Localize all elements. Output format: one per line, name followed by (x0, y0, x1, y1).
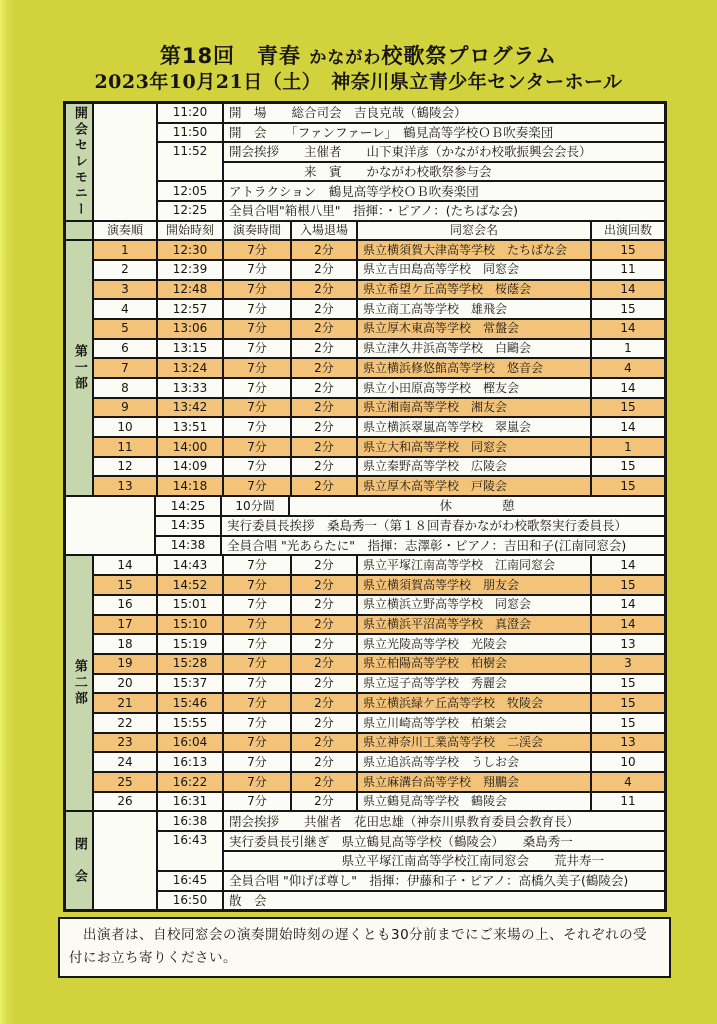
time-cell: 14:25 (156, 497, 220, 515)
duration-cell: 7分 (224, 399, 290, 417)
closing-row-content: 閉会挨拶 共催者 花田忠雄（神奈川県教育委員会教育長） (224, 812, 664, 830)
appearances-cell: 14 (592, 320, 664, 338)
duration-cell: 7分 (224, 596, 290, 614)
start-time-cell: 15:55 (158, 714, 222, 732)
order-cell: 16 (94, 596, 156, 614)
duration-cell: 7分 (224, 655, 290, 673)
time-cell: 11:20 (158, 104, 222, 122)
alumni-name-cell: 県立津久井浜高等学校 白鷗会 (358, 340, 590, 358)
start-time-cell: 12:30 (158, 241, 222, 259)
start-time-cell: 12:57 (158, 300, 222, 318)
order-cell: 17 (94, 616, 156, 634)
appearances-cell: 4 (592, 359, 664, 377)
alumni-name-cell: 県立横浜平沼高等学校 真澄会 (358, 616, 590, 634)
entry-exit-cell: 2分 (292, 399, 356, 417)
entry-exit-cell: 2分 (292, 596, 356, 614)
entry-exit-cell: 2分 (292, 753, 356, 771)
alumni-name-cell: 県立小田原高等学校 樫友会 (358, 379, 590, 397)
start-time-cell: 13:33 (158, 379, 222, 397)
header-side-cell (66, 222, 92, 240)
header-alumni-name: 同窓会名 (358, 222, 590, 240)
time-cell: 16:38 (158, 812, 222, 830)
interlude-row-content: 全員合唱 "光あらたに" 指揮：志澤彰・ピアノ：吉田和子(江南同窓会) (222, 537, 664, 555)
time-cell: 12:05 (158, 182, 222, 200)
attendance-note: 出演者は、自校同窓会の演奏開始時刻の遅くとも30分前までにご来場の上、それぞれの受付にお立ち寄りください。 (58, 917, 671, 978)
opening-row-content: 全員合唱"箱根八里" 指揮：・ピアノ：(たちばな会) (224, 202, 664, 220)
appearances-cell: 15 (592, 241, 664, 259)
page-title-block (0, 0, 717, 94)
part2-section (66, 556, 664, 810)
time-cell: 11:50 (158, 124, 222, 142)
order-cell: 22 (94, 714, 156, 732)
duration-cell: 7分 (224, 300, 290, 318)
entry-exit-cell: 2分 (292, 714, 356, 732)
closing-section (66, 812, 664, 909)
entry-exit-cell: 2分 (292, 340, 356, 358)
closing-section-label-cell (66, 812, 92, 909)
time-cell: 11:52 (158, 143, 222, 180)
alumni-name-cell: 県立横浜立野高等学校 同窓会 (358, 596, 590, 614)
program-table (63, 101, 667, 912)
alumni-name-cell: 県立吉田島高等学校 同窓会 (358, 261, 590, 279)
alumni-name-cell: 県立横浜緑ケ丘高等学校 牧陵会 (358, 694, 590, 712)
appearances-cell: 1 (592, 340, 664, 358)
duration-cell: 7分 (224, 773, 290, 791)
appearances-cell: 15 (592, 458, 664, 476)
order-cell: 4 (94, 300, 156, 318)
closing-row-content-handover: 県立平塚江南高等学校江南同窓会 荒井寿一 (224, 852, 664, 870)
entry-exit-cell: 2分 (292, 675, 356, 693)
entry-exit-cell: 2分 (292, 694, 356, 712)
appearances-cell: 15 (592, 477, 664, 495)
entry-exit-cell: 2分 (292, 300, 356, 318)
order-cell: 25 (94, 773, 156, 791)
order-cell: 13 (94, 477, 156, 495)
order-cell: 14 (94, 556, 156, 574)
appearances-cell: 15 (592, 675, 664, 693)
closing-row-content: 散 会 (224, 892, 664, 910)
start-time-cell: 16:22 (158, 773, 222, 791)
closing-blank-cell (94, 812, 156, 909)
duration-cell: 7分 (224, 477, 290, 495)
duration-cell: 7分 (224, 793, 290, 811)
appearances-cell: 15 (592, 300, 664, 318)
duration-cell: 7分 (224, 576, 290, 594)
time-cell: 14:35 (156, 517, 220, 535)
start-time-cell: 15:37 (158, 675, 222, 693)
alumni-name-cell: 県立横須賀高等学校 朋友会 (358, 576, 590, 594)
order-cell: 8 (94, 379, 156, 397)
entry-exit-cell: 2分 (292, 241, 356, 259)
appearances-cell: 13 (592, 635, 664, 653)
order-cell: 7 (94, 359, 156, 377)
duration-cell: 7分 (224, 694, 290, 712)
order-cell: 20 (94, 675, 156, 693)
alumni-name-cell: 県立鶴見高等学校 鶴陵会 (358, 793, 590, 811)
part1-label-cell (66, 241, 92, 495)
alumni-name-cell: 県立大和高等学校 同窓会 (358, 438, 590, 456)
order-cell: 18 (94, 635, 156, 653)
opening-section-label: 開会セレモニー (71, 105, 87, 218)
start-time-cell: 13:15 (158, 340, 222, 358)
entry-exit-cell: 2分 (292, 458, 356, 476)
duration-cell: 7分 (224, 675, 290, 693)
time-cell: 16:45 (158, 872, 222, 890)
entry-exit-cell: 2分 (292, 793, 356, 811)
start-time-cell: 14:09 (158, 458, 222, 476)
header-start-time: 開始時刻 (158, 222, 222, 240)
appearances-cell: 15 (592, 714, 664, 732)
event-date-venue: 2023年10月21日（土） 神奈川県立青少年センターホール (94, 71, 623, 94)
entry-exit-cell: 2分 (292, 438, 356, 456)
title-part3: 校歌祭プログラム (381, 44, 558, 68)
start-time-cell: 14:00 (158, 438, 222, 456)
appearances-cell: 14 (592, 616, 664, 634)
start-time-cell: 13:06 (158, 320, 222, 338)
entry-exit-cell: 2分 (292, 281, 356, 299)
interlude-blank-cell (66, 497, 154, 554)
duration-cell: 7分 (224, 340, 290, 358)
duration-cell: 7分 (224, 616, 290, 634)
entry-exit-cell: 2分 (292, 320, 356, 338)
alumni-name-cell: 県立秦野高等学校 広陵会 (358, 458, 590, 476)
duration-cell: 7分 (224, 458, 290, 476)
alumni-name-cell: 県立川崎高等学校 柏葉会 (358, 714, 590, 732)
header-appearances: 出演回数 (592, 222, 664, 240)
part2-label-cell (66, 556, 92, 810)
duration-cell: 7分 (224, 320, 290, 338)
duration-cell: 7分 (224, 753, 290, 771)
opening-section-label-cell (66, 104, 92, 220)
alumni-name-cell: 県立横浜翠嵐高等学校 翠嵐会 (358, 418, 590, 436)
order-cell: 19 (94, 655, 156, 673)
appearances-cell: 15 (592, 694, 664, 712)
start-time-cell: 14:52 (158, 576, 222, 594)
entry-exit-cell: 2分 (292, 379, 356, 397)
order-cell: 3 (94, 281, 156, 299)
start-time-cell: 13:51 (158, 418, 222, 436)
duration-cell: 7分 (224, 359, 290, 377)
order-cell: 6 (94, 340, 156, 358)
alumni-name-cell: 県立横須賀大津高等学校 たちばな会 (358, 241, 590, 259)
table-header-row (66, 222, 664, 240)
opening-blank-cell (94, 104, 156, 220)
duration-cell: 7分 (224, 241, 290, 259)
title-part2: かながわ (309, 48, 382, 68)
entry-exit-cell: 2分 (292, 359, 356, 377)
appearances-cell: 14 (592, 556, 664, 574)
entry-exit-cell: 2分 (292, 477, 356, 495)
time-cell: 16:50 (158, 892, 222, 910)
order-cell: 1 (94, 241, 156, 259)
alumni-name-cell: 県立追浜高等学校 うしお会 (358, 753, 590, 771)
part2-label: 第二部 (71, 659, 87, 708)
opening-row-content: アトラクション 鶴見高等学校ＯＢ吹奏楽団 (224, 182, 664, 200)
duration-cell: 7分 (224, 418, 290, 436)
opening-row-content: 開会挨拶 主催者 山下東洋彦（かながわ校歌振興会会長） (224, 143, 664, 161)
duration-cell: 7分 (224, 635, 290, 653)
appearances-cell: 14 (592, 379, 664, 397)
time-cell: 14:38 (156, 537, 220, 555)
duration-cell: 7分 (224, 556, 290, 574)
alumni-name-cell: 県立柏陽高等学校 柏樹会 (358, 655, 590, 673)
start-time-cell: 14:18 (158, 477, 222, 495)
header-entry-exit: 入場退場 (292, 222, 356, 240)
alumni-name-cell: 県立麻溝台高等学校 翔鵬会 (358, 773, 590, 791)
start-time-cell: 16:31 (158, 793, 222, 811)
alumni-name-cell: 県立商工高等学校 雄飛会 (358, 300, 590, 318)
opening-row-content: 開 場 総合司会 吉良克哉（鶴陵会） (224, 104, 664, 122)
start-time-cell: 12:39 (158, 261, 222, 279)
closing-row-content: 全員合唱 "仰げば尊し" 指揮：伊藤和子・ピアノ：高橋久美子(鶴陵会) (224, 872, 664, 890)
start-time-cell: 16:04 (158, 734, 222, 752)
order-cell: 9 (94, 399, 156, 417)
alumni-name-cell: 県立湘南高等学校 湘友会 (358, 399, 590, 417)
appearances-cell: 15 (592, 399, 664, 417)
opening-row-content-guest: 来 賓 かながわ校歌祭参与会 (224, 163, 664, 181)
order-cell: 11 (94, 438, 156, 456)
appearances-cell: 11 (592, 261, 664, 279)
entry-exit-cell: 2分 (292, 655, 356, 673)
start-time-cell: 14:43 (158, 556, 222, 574)
duration-cell: 7分 (224, 438, 290, 456)
appearances-cell: 10 (592, 753, 664, 771)
order-cell: 2 (94, 261, 156, 279)
duration-cell: 7分 (224, 379, 290, 397)
duration-cell: 10分間 (222, 497, 288, 515)
time-cell: 12:25 (158, 202, 222, 220)
duration-cell: 7分 (224, 261, 290, 279)
appearances-cell: 11 (592, 793, 664, 811)
closing-section-label: 閉 会 (71, 836, 87, 885)
order-cell: 15 (94, 576, 156, 594)
opening-ceremony-section (66, 104, 664, 220)
entry-exit-cell: 2分 (292, 418, 356, 436)
header-duration: 演奏時間 (224, 222, 290, 240)
part1-label: 第一部 (71, 344, 87, 393)
entry-exit-cell: 2分 (292, 261, 356, 279)
start-time-cell: 15:01 (158, 596, 222, 614)
duration-cell: 7分 (224, 734, 290, 752)
alumni-name-cell: 県立希望ケ丘高等学校 桜蔭会 (358, 281, 590, 299)
start-time-cell: 12:48 (158, 281, 222, 299)
page-title (0, 44, 717, 69)
alumni-name-cell: 県立神奈川工業高等学校 二渓会 (358, 734, 590, 752)
duration-cell: 7分 (224, 281, 290, 299)
order-cell: 23 (94, 734, 156, 752)
start-time-cell: 15:19 (158, 635, 222, 653)
alumni-name-cell: 県立逗子高等学校 秀麗会 (358, 675, 590, 693)
alumni-name-cell: 県立厚木東高等学校 常盤会 (358, 320, 590, 338)
title-part1: 第18回 青春 (159, 44, 302, 68)
start-time-cell: 13:42 (158, 399, 222, 417)
entry-exit-cell: 2分 (292, 773, 356, 791)
closing-row-content: 実行委員長引継ぎ 県立鶴見高等学校（鶴陵会） 桑島秀一 (224, 832, 664, 850)
order-cell: 26 (94, 793, 156, 811)
alumni-name-cell: 県立平塚江南高等学校 江南同窓会 (358, 556, 590, 574)
interlude-row-content: 実行委員長挨拶 桑島秀一（第１８回青春かながわ校歌祭実行委員長） (222, 517, 664, 535)
alumni-name-cell: 県立厚木高等学校 戸陵会 (358, 477, 590, 495)
opening-row-content: 開 会 「ファンファーレ」 鶴見高等学校ＯＢ吹奏楽団 (224, 124, 664, 142)
appearances-cell: 1 (592, 438, 664, 456)
alumni-name-cell: 県立光陵高等学校 光陵会 (358, 635, 590, 653)
appearances-cell: 14 (592, 418, 664, 436)
start-time-cell: 15:46 (158, 694, 222, 712)
entry-exit-cell: 2分 (292, 576, 356, 594)
appearances-cell: 13 (592, 734, 664, 752)
appearances-cell: 3 (592, 655, 664, 673)
entry-exit-cell: 2分 (292, 635, 356, 653)
entry-exit-cell: 2分 (292, 734, 356, 752)
interlude-section (66, 497, 664, 554)
appearances-cell: 14 (592, 281, 664, 299)
order-cell: 21 (94, 694, 156, 712)
appearances-cell: 4 (592, 773, 664, 791)
order-cell: 10 (94, 418, 156, 436)
entry-exit-cell: 2分 (292, 616, 356, 634)
start-time-cell: 13:24 (158, 359, 222, 377)
header-order: 演奏順 (94, 222, 156, 240)
part1-section (66, 241, 664, 495)
order-cell: 24 (94, 753, 156, 771)
time-cell: 16:43 (158, 832, 222, 870)
alumni-name-cell: 県立横浜修悠館高等学校 悠音会 (358, 359, 590, 377)
break-label: 休 憩 (290, 497, 664, 515)
entry-exit-cell: 2分 (292, 556, 356, 574)
order-cell: 12 (94, 458, 156, 476)
start-time-cell: 15:10 (158, 616, 222, 634)
start-time-cell: 15:28 (158, 655, 222, 673)
appearances-cell: 15 (592, 576, 664, 594)
start-time-cell: 16:13 (158, 753, 222, 771)
order-cell: 5 (94, 320, 156, 338)
appearances-cell: 14 (592, 596, 664, 614)
duration-cell: 7分 (224, 714, 290, 732)
